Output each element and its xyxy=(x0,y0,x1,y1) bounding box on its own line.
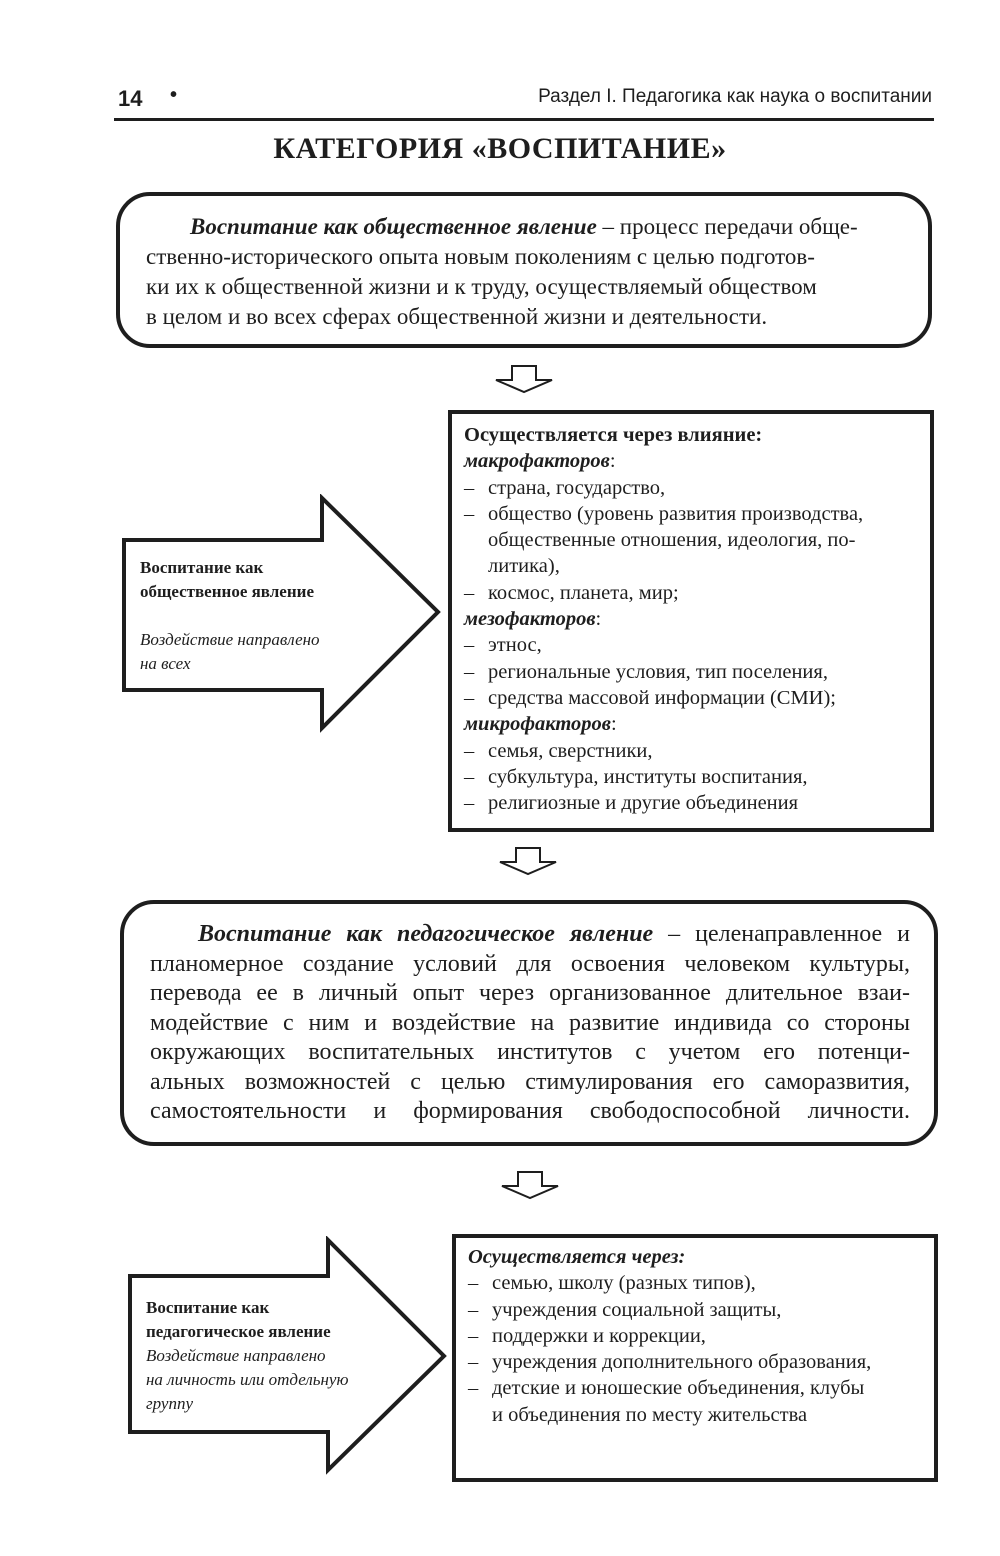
pedagogical-channels-heading: Осуществляется через: xyxy=(468,1246,686,1268)
pedagogical-definition-text xyxy=(150,920,910,1127)
list-item: – средства массовой информации (СМИ); xyxy=(464,685,930,711)
pedagogical-definition-box xyxy=(120,900,938,1146)
factor-group-colon: : xyxy=(609,450,616,473)
pedagogical-definition-line: окружающих воспитательных институтов с учетом его потенци- xyxy=(150,1039,910,1065)
list-item: – региональные условия, тип поселения, xyxy=(464,659,930,685)
list-item: – детские и юношеские объединения, клубы xyxy=(468,1375,934,1401)
pedagogical-arrow-label: Воспитание как xyxy=(146,1298,270,1317)
list-item: – общество (уровень развития производства, xyxy=(464,501,930,527)
pedagogical-definition-line: альных возможностей с целью стимулирования его саморазвития, xyxy=(150,1068,910,1095)
list-item-continuation: общественные отношения, идеология, по- xyxy=(488,529,856,552)
social-arrow-label: общественное явление xyxy=(140,582,314,601)
social-definition-term: Воспитание как общественное явление xyxy=(190,214,597,239)
pedagogical-definition-term: Воспитание как педагогическое явление xyxy=(198,921,654,947)
page-number: 14 xyxy=(118,86,143,111)
pedagogical-channels-box xyxy=(452,1234,938,1482)
pedagogical-definition-line: самостоятельности и формирования свободоспособной личности. xyxy=(150,1098,910,1124)
social-definition-text xyxy=(146,212,904,332)
pedagogical-definition-line: модействие с ним и воздействие на развитие индивида со стороны xyxy=(150,1009,910,1036)
list-item: – космос, планета, мир; xyxy=(464,580,930,606)
social-definition-dash: – xyxy=(596,214,620,239)
list-item-continuation: и объединения по месту жительства xyxy=(492,1403,808,1426)
header-bullet: • xyxy=(170,84,178,106)
factor-group-colon: : xyxy=(595,608,602,631)
factor-group-heading xyxy=(464,606,930,632)
factor-group-name: мезофакторов xyxy=(464,608,596,631)
down-arrow-icon xyxy=(496,846,560,876)
list-item-continuation: литика), xyxy=(488,555,560,578)
pedagogical-definition-line: планомерное создание условий для освоения человеком культуры, xyxy=(150,950,910,977)
list-item: – страна, государство, xyxy=(464,475,930,501)
social-definition-box xyxy=(116,192,932,348)
pedagogical-definition-line: целенаправленное и xyxy=(695,921,911,947)
down-arrow-icon xyxy=(492,364,556,394)
social-arrow-label: Воспитание как xyxy=(140,558,264,577)
list-item: – этнос, xyxy=(464,632,930,658)
list-item: – поддержки и коррекции, xyxy=(468,1323,934,1349)
list-item: – семья, сверстники, xyxy=(464,738,930,764)
page-title: КАТЕГОРИЯ «ВОСПИТАНИЕ» xyxy=(273,132,727,165)
pedagogical-definition-dash: – xyxy=(653,921,696,947)
social-arrow-subtext: на всех xyxy=(140,654,191,673)
social-factors-box xyxy=(448,410,934,832)
social-arrow-text xyxy=(140,556,320,676)
social-factors-heading: Осуществляется через влияние: xyxy=(464,424,763,446)
social-definition-line: в целом и во всех сферах общественной жизни и деятельности. xyxy=(146,304,768,329)
social-definition-line: процесс передачи обще- xyxy=(619,214,858,239)
list-item: – учреждения социальной защиты, xyxy=(468,1297,934,1323)
section-title: Раздел I. Педагогика как наука о воспитании xyxy=(538,86,932,107)
social-arrow-subtext: Воздействие направлено xyxy=(140,630,320,649)
pedagogical-definition-line: перевода ее в личный опыт через организованное длительное взаи- xyxy=(150,980,910,1006)
social-definition-line: ки их к общественной жизни и к труду, осуществляемый обществом xyxy=(146,274,817,299)
factor-group-heading xyxy=(464,711,930,737)
social-definition-line: ственно-исторического опыта новым поколениям с целью подготов- xyxy=(146,244,815,269)
header-rule xyxy=(114,118,934,121)
pedagogical-arrow-text xyxy=(146,1296,348,1416)
factor-group-name: микрофакторов xyxy=(464,713,611,736)
list-item: – религиозные и другие объединения xyxy=(464,790,930,816)
list-item: – субкультура, институты воспитания, xyxy=(464,764,930,790)
pedagogical-arrow-subtext: на личность или отдельную xyxy=(146,1370,349,1389)
pedagogical-arrow-label: педагогическое явление xyxy=(146,1322,331,1341)
factor-group-name: макрофакторов xyxy=(464,450,610,473)
list-item: – семью, школу (разных типов), xyxy=(468,1270,934,1296)
pedagogical-arrow-subtext: группу xyxy=(146,1394,193,1413)
pedagogical-arrow-subtext: Воздействие направлено xyxy=(146,1346,326,1365)
factor-group-heading xyxy=(464,448,930,474)
factor-group-colon: : xyxy=(610,713,617,736)
list-item: – учреждения дополнительного образования, xyxy=(468,1349,934,1375)
down-arrow-icon xyxy=(498,1170,562,1200)
